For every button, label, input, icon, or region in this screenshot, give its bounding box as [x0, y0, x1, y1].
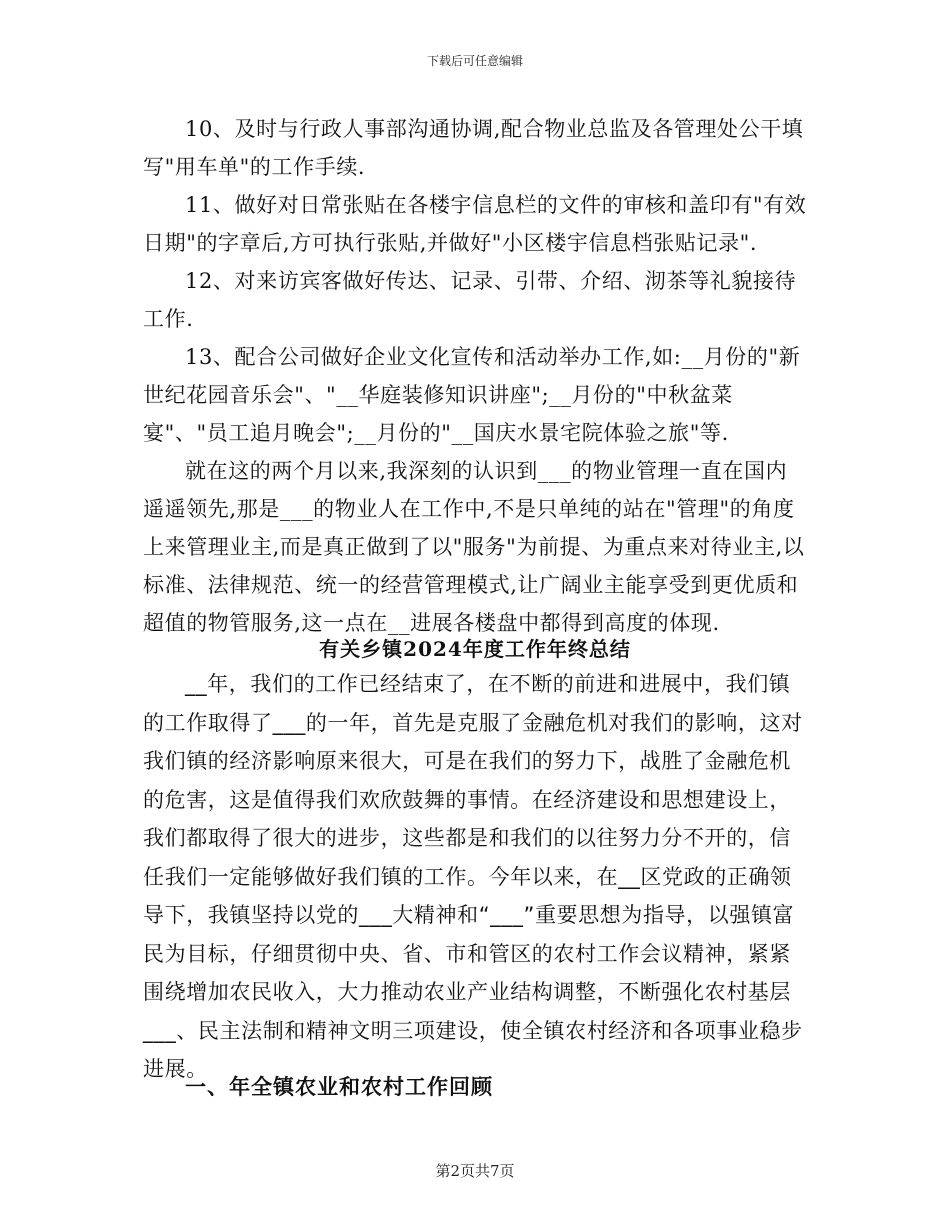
- document-title: 有关乡镇2024年度工作年终总结: [319, 637, 631, 661]
- body-text-section: [143, 110, 807, 642]
- paragraph-summary: 就在这的两个月以来,我深刻的认识到___的物业管理一直在国内遥遥领先,那是___的物业人在工作中,不是只单纯的站在"管理"的角度上来管理业主,而是真正做到了以"服务"为前提、为重点来对待业主,以标准、法律规范、统一的经营管理模式,让广阔业主能享受到更优质和超值的物管服务,这一点在__进展各楼盘中都得到高度的体现.: [143, 459, 805, 635]
- paragraph-10: 10、及时与行政人事部沟通协调,配合物业总监及各管理处公干填写"用车单"的工作手续.: [143, 117, 804, 179]
- summary-paragraph: __年，我们的工作已经结束了，在不断的前进和进展中，我们镇的工作取得了___的一年，首先是克服了金融危机对我们的影响，这对我们镇的经济影响原来很大，可是在我们的努力下，战胜了金融危机的危害，这是值得我们欢欣鼓舞的事情。在经济建设和思想建设上，我们都取得了很大的进步，这些都是和我们的以往努力分不开的，信任我们一定能够做好我们镇的工作。今年以来，在__区党政的正确领导下，我镇坚持以党的___大精神和“___”重要思想为指导，以强镇富民为目标，仔细贯彻中央、省、市和管区的农村工作会议精神，紧紧围绕增加农民收入，大力推动农业产业结构调整，不断强化农村基层___、民主法制和精神文明三项建设，使全镇农村经济和各项事业稳步进展。: [143, 672, 803, 1081]
- paragraph-13: 13、配合公司做好企业文化宣传和活动举办工作,如:__月份的"新世纪花园音乐会"、"__华庭装修知识讲座";__月份的"中秋盆菜宴"、"员工追月晚会";__月份的"__国庆水景宅院体验之旅"等.: [143, 345, 801, 445]
- paragraph-11: 11、做好对日常张贴在各楼宇信息栏的文件的审核和盖印有"有效日期"的字章后,方可执行张贴,并做好"小区楼宇信息档张贴记录".: [143, 193, 807, 255]
- summary-section: [143, 665, 807, 1089]
- section-heading: 一、年全镇农业和农村工作回顾: [185, 1075, 493, 1099]
- paragraph-12: 12、对来访宾客做好传达、记录、引带、介绍、沏茶等礼貌接待工作.: [143, 269, 797, 331]
- page-header: 下载后可任意编辑: [426, 54, 523, 68]
- page-footer: 第2页共7页: [435, 1162, 515, 1180]
